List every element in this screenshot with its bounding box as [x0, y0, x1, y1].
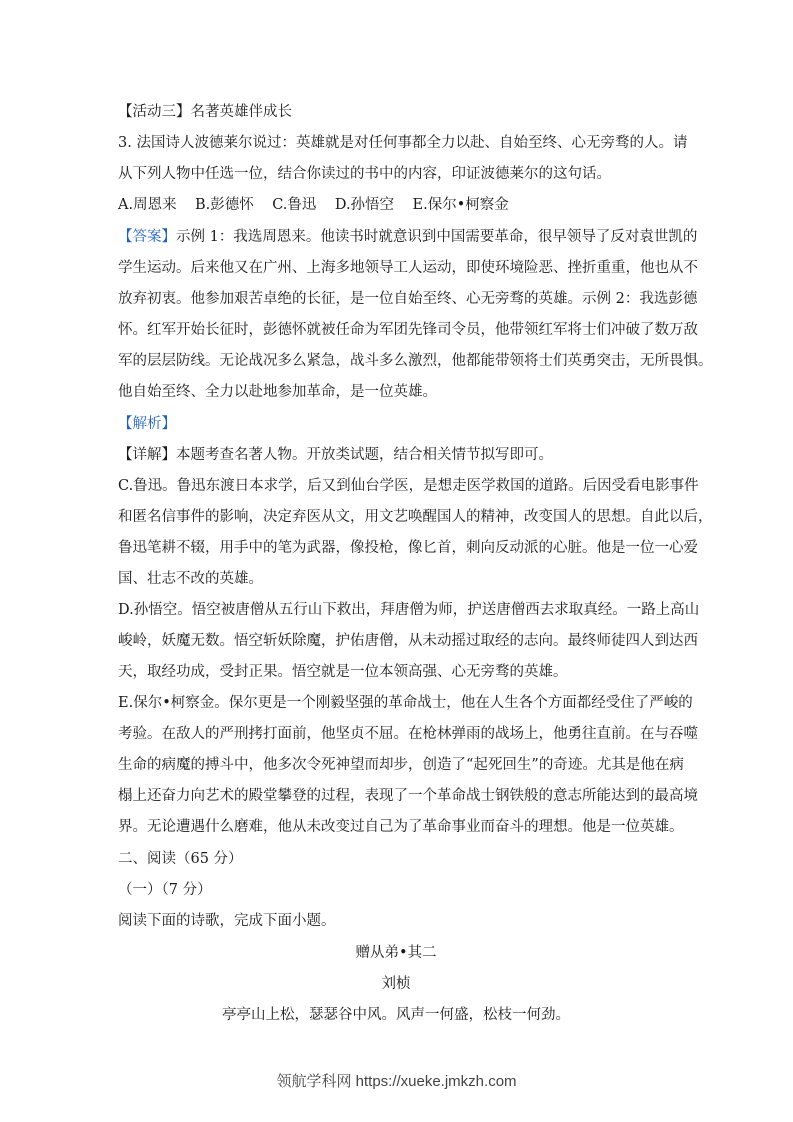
c-line: C.鲁迅。鲁迅东渡日本求学，后又到仙台学医，是想走医学救国的道路。后因受看电影事件 [118, 478, 699, 494]
detail-line: 【详解】本题考查名著人物。开放类试题，结合相关情节拟写即可。 [118, 447, 553, 463]
question-line-2: 从下列人物中任选一位，结合你读过的书中的内容，印证波德莱尔的这句话。 [118, 166, 611, 182]
question-options: A.周恩来 B.彭德怀 C.鲁迅 D.孙悟空 E.保尔•柯察金 [118, 197, 509, 213]
activity-heading: 【活动三】名著英雄伴成长 [118, 104, 292, 120]
poem-line: 亭亭山上松，瑟瑟谷中风。风声一何盛，松枝一何劲。 [222, 1007, 570, 1023]
e-line: E.保尔•柯察金。保尔更是一个刚毅坚强的革命战士，他在人生各个方面都经受住了严峻的 [118, 695, 693, 711]
c-line: 鲁迅笔耕不辍，用手中的笔为武器，像投枪，像匕首，刺向反动派的心脏。他是一位一心爱 [118, 540, 698, 556]
d-line: 天，取经功成，受封正果。悟空就是一位本领高强、心无旁骛的英雄。 [118, 664, 568, 680]
analysis-tag: 【解析】 [118, 416, 176, 432]
e-line: 榻上还奋力向艺术的殿堂攀登的过程，表现了一个革命战士钢铁般的意志所能达到的最高境 [118, 788, 698, 804]
poem-author: 刘桢 [381, 976, 411, 992]
section-instruction: 阅读下面的诗歌，完成下面小题。 [118, 913, 336, 929]
answer-line: 他自始至终、全力以赴地参加革命，是一位英雄。 [118, 384, 437, 400]
d-line: D.孙悟空。悟空被唐僧从五行山下救出，拜唐僧为师，护送唐僧西去求取真经。一路上高山 [118, 602, 700, 618]
section-sub: （一）（7 分） [118, 882, 212, 898]
c-line: 国、壮志不改的英雄。 [118, 571, 263, 587]
answer-text: 示例 1：我选周恩来。他读书时就意识到中国需要革命，很早领导了反对袁世凯的 [176, 229, 698, 245]
answer-tag: 【答案】 [118, 229, 176, 245]
answer-line: 学生运动。后来他又在广州、上海多地领导工人运动，即使环境险恶、挫折重重，他也从不 [118, 260, 698, 276]
answer-first-line [118, 227, 698, 247]
e-line: 生命的病魔的搏斗中，他多次令死神望而却步，创造了“起死回生”的奇迹。尤其是他在病 [118, 757, 684, 773]
answer-line: 怀。红军开始长征时，彭德怀就被任命为军团先锋司令员，他带领红军将士们冲破了数万敌 [118, 322, 698, 338]
e-line: 考验。在敌人的严刑拷打面前，他坚贞不屈。在枪林弹雨的战场上，他勇往直前。在与吞噬 [118, 726, 698, 742]
footer-watermark: 领航学科网 https://xueke.jmkzh.com [276, 1073, 517, 1090]
section-title: 二、阅读（65 分） [118, 851, 243, 867]
d-line: 峻岭，妖魔无数。悟空斩妖除魔，护佑唐僧，从未动摇过取经的志向。最终师徒四人到达西 [118, 633, 698, 649]
c-line: 和匿名信事件的影响，决定弃医从文，用文艺唤醒国人的精神，改变国人的思想。自此以后， [118, 509, 713, 525]
answer-line: 放弃初衷。他参加艰苦卓绝的长征，是一位自始至终、心无旁骛的英雄。示例 2：我选彭德 [118, 291, 698, 307]
question-line-1: 3. 法国诗人波德莱尔说过：英雄就是对任何事都全力以赴、自始至终、心无旁骛的人。请 [118, 135, 688, 151]
e-line: 界。无论遭遇什么磨难，他从未改变过自己为了革命事业而奋斗的理想。他是一位英雄。 [118, 819, 684, 835]
poem-title: 赠从弟•其二 [355, 945, 437, 961]
answer-line: 军的层层防线。无论战况多么紧急，战斗多么激烈，他都能带领将士们英勇突击，无所畏惧。 [118, 353, 713, 369]
